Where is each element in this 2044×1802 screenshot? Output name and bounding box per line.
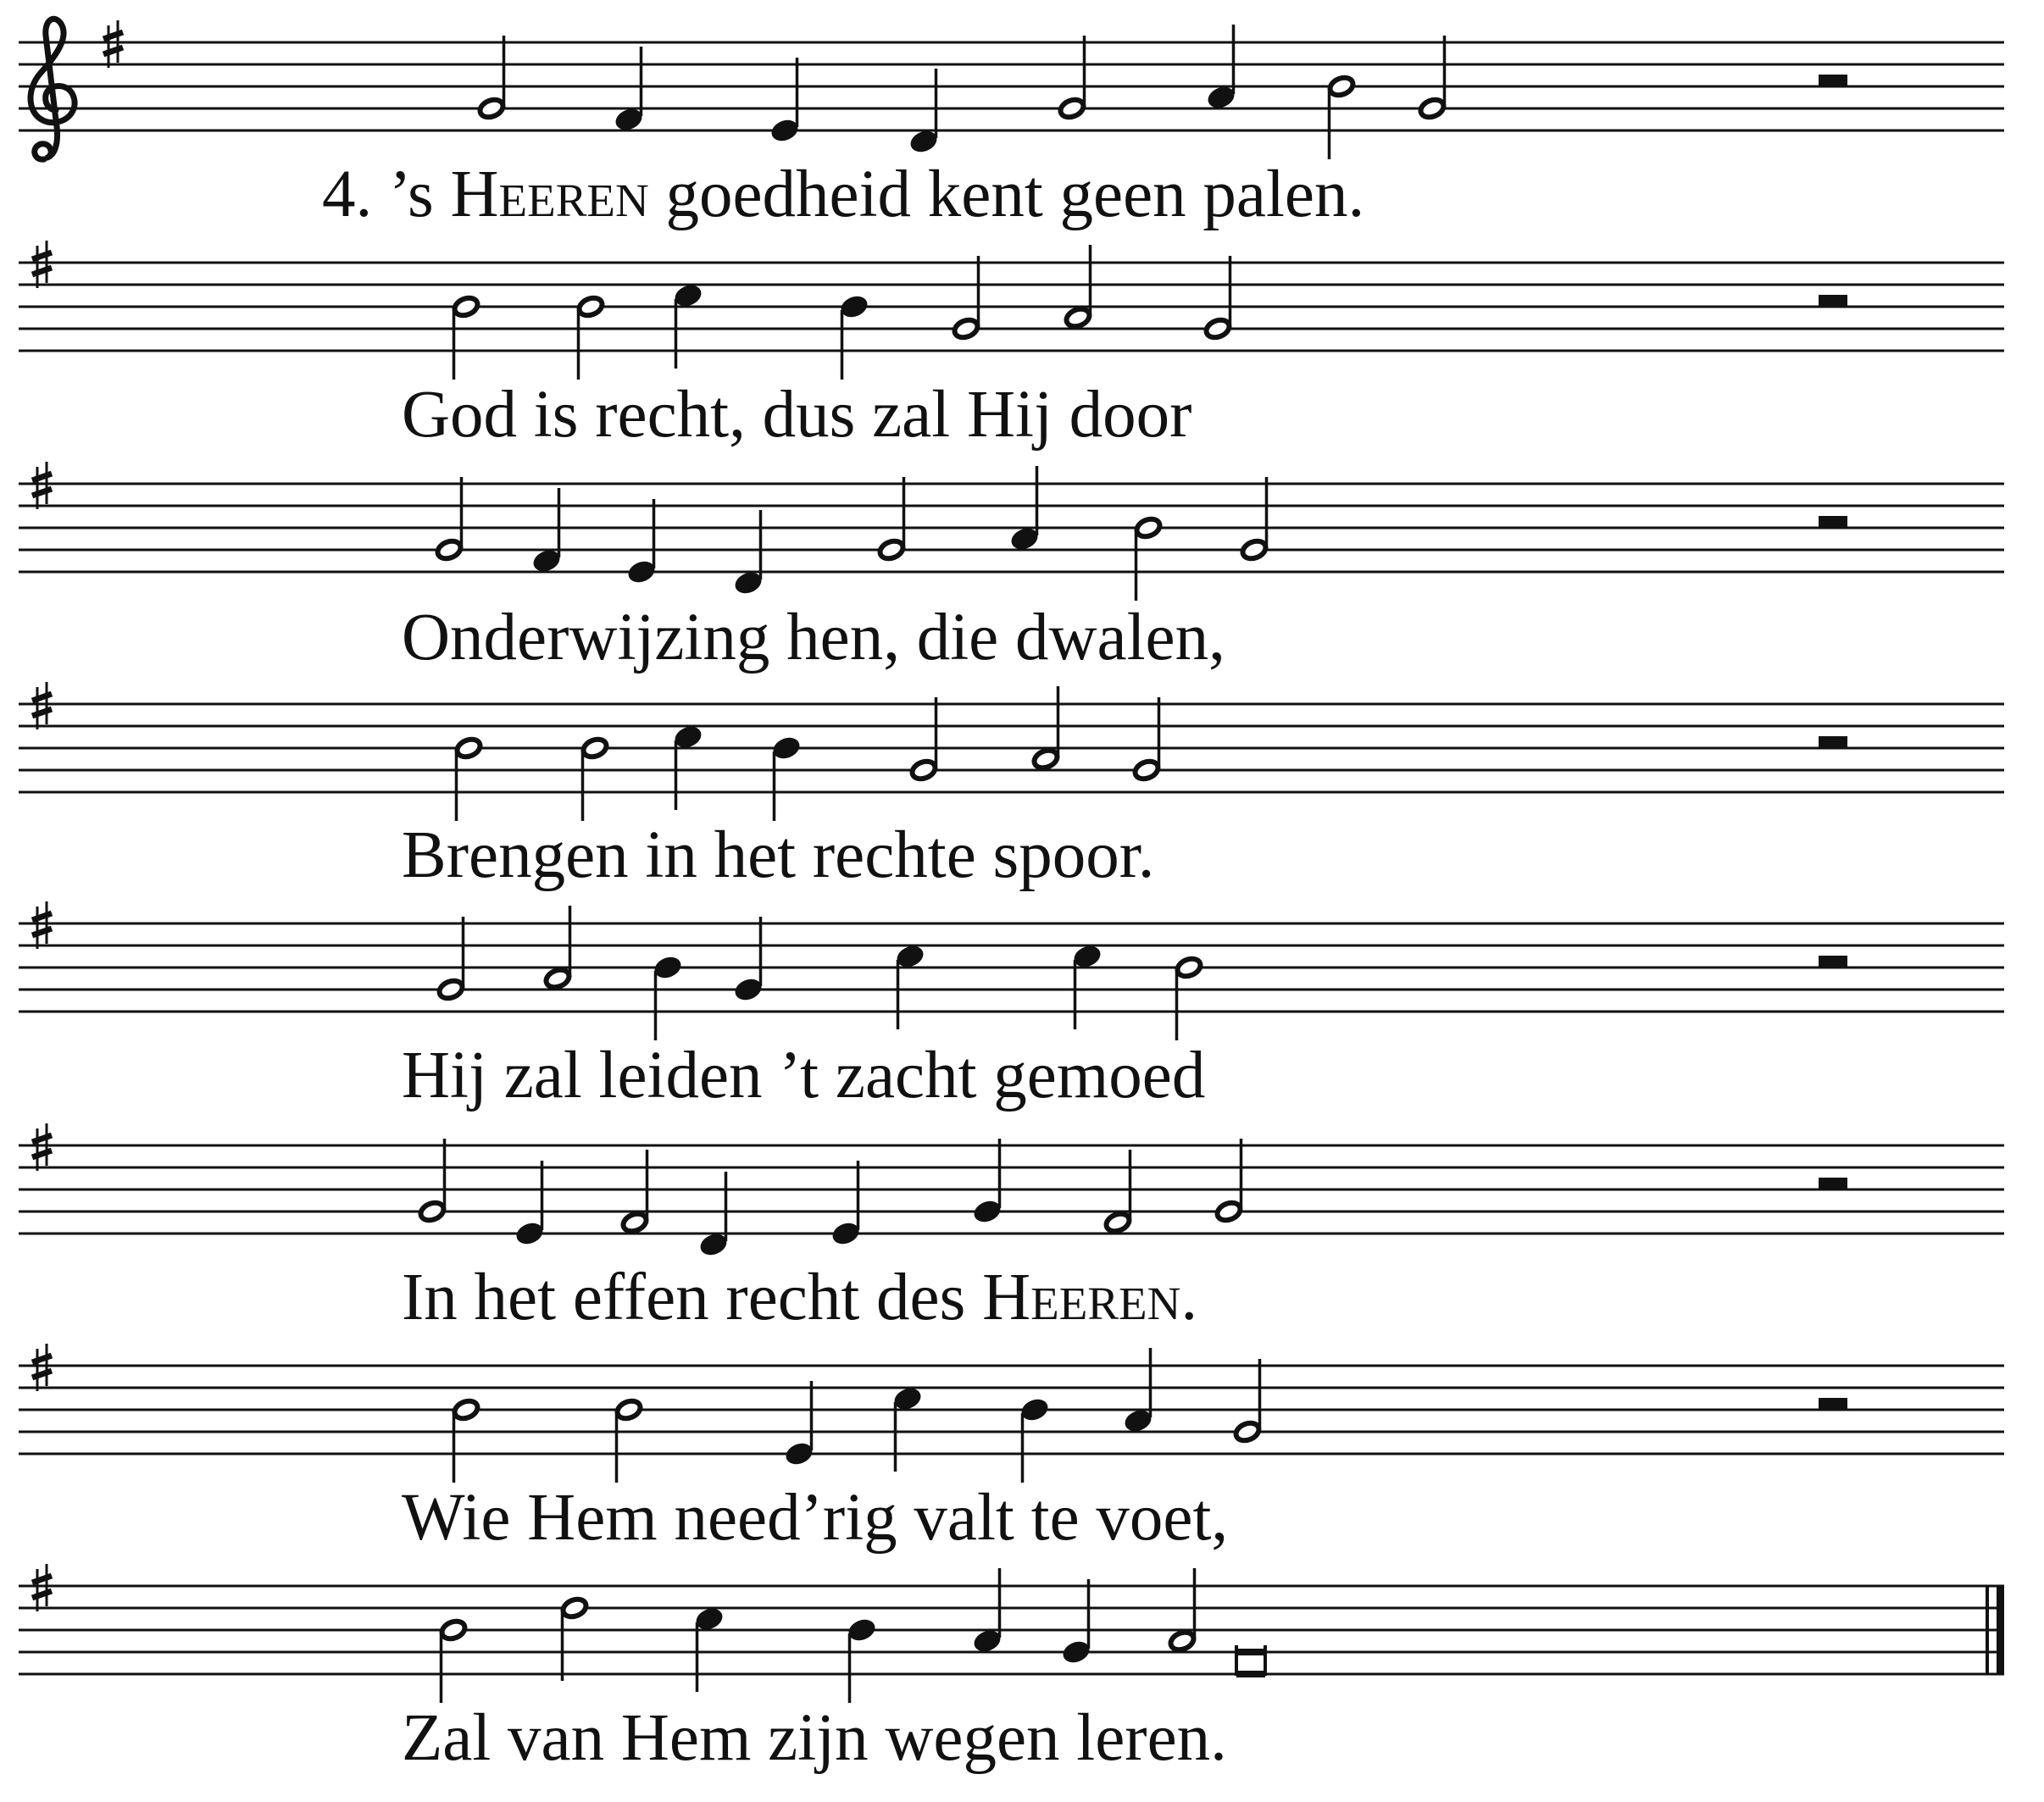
quarter-note xyxy=(783,1381,815,1468)
half-rest-icon xyxy=(1819,1178,1847,1189)
half-note xyxy=(1418,36,1446,120)
quarter-note xyxy=(1008,466,1041,553)
quarter-note xyxy=(652,953,684,1040)
quarter-note xyxy=(514,1161,546,1248)
half-note xyxy=(620,1150,648,1234)
sharp-sign-icon xyxy=(32,241,52,288)
half-note xyxy=(560,1596,588,1681)
staff-lines xyxy=(19,923,2004,1012)
lyric-line xyxy=(402,601,1225,674)
half-note xyxy=(439,1618,467,1703)
quarter-note xyxy=(1071,942,1103,1029)
quarter-note xyxy=(613,47,645,134)
half-note xyxy=(614,1398,642,1483)
half-rest-icon xyxy=(1819,295,1847,307)
lyric-segment: Hij zal leiden ’t zacht gemoed xyxy=(402,1039,1206,1112)
quarter-note xyxy=(530,488,563,575)
half-note xyxy=(1240,477,1268,562)
half-note xyxy=(1132,697,1160,782)
staff-lines xyxy=(19,1586,2004,1674)
lyric-segment: Wie Hem need’rig valt te voet, xyxy=(402,1481,1229,1555)
half-note xyxy=(1168,1568,1196,1653)
quarter-note xyxy=(1122,1348,1154,1435)
quarter-note xyxy=(830,1161,862,1248)
half-rest-icon xyxy=(1819,516,1847,528)
quarter-note xyxy=(1060,1579,1092,1666)
quarter-note xyxy=(838,292,870,380)
half-rest-icon xyxy=(1819,1398,1847,1410)
sharp-sign-icon xyxy=(103,20,123,68)
lyric-small-caps: Heeren xyxy=(450,158,649,231)
quarter-note xyxy=(697,1172,730,1259)
staff-lines xyxy=(19,263,2004,351)
quarter-note xyxy=(672,281,704,369)
lyric-segment: Zal van Hem zijn wegen leren. xyxy=(402,1701,1227,1775)
half-note xyxy=(952,256,980,341)
half-note xyxy=(452,295,480,380)
half-note xyxy=(435,477,463,562)
lyric-segment: In het effen recht des xyxy=(402,1261,983,1334)
lyric-segment: 4. xyxy=(322,158,389,231)
lyric-segment: Brengen in het rechte spoor. xyxy=(402,818,1155,892)
half-note xyxy=(1175,956,1203,1040)
half-note xyxy=(1327,75,1355,159)
staff-lines xyxy=(19,484,2004,572)
half-note xyxy=(1031,686,1059,771)
staff-system xyxy=(19,1344,2004,1483)
staff-system xyxy=(19,1123,2004,1259)
lyric-small-caps: Heeren xyxy=(982,1261,1181,1334)
quarter-note xyxy=(693,1605,725,1692)
half-note xyxy=(477,36,505,120)
half-note xyxy=(543,906,571,990)
lyric-segment: goedheid kent geen palen. xyxy=(648,158,1365,231)
lyric-line xyxy=(402,1039,1206,1112)
half-note xyxy=(1203,256,1231,341)
half-note xyxy=(877,477,905,562)
staff-system xyxy=(19,19,2004,159)
staff-system xyxy=(19,241,2004,380)
sharp-sign-icon xyxy=(32,901,52,949)
lyric-line xyxy=(402,1481,1229,1555)
lyric-segment: . xyxy=(1180,1261,1198,1334)
quarter-note xyxy=(732,917,764,1004)
quarter-note xyxy=(732,510,764,597)
lyric-line xyxy=(402,818,1155,892)
quarter-note xyxy=(625,499,658,586)
quarter-note xyxy=(846,1616,878,1703)
quarter-note xyxy=(1205,25,1237,112)
half-note xyxy=(418,1139,446,1223)
quarter-note xyxy=(971,1568,1003,1655)
quarter-note xyxy=(894,942,926,1029)
quarter-note xyxy=(971,1139,1003,1226)
half-note xyxy=(1103,1150,1131,1234)
half-note xyxy=(909,697,937,782)
half-note xyxy=(576,295,604,380)
quarter-note xyxy=(891,1384,924,1472)
half-note xyxy=(454,736,482,821)
sharp-sign-icon xyxy=(32,1344,52,1391)
half-note xyxy=(1134,516,1162,601)
lyric-line xyxy=(322,158,1365,231)
lyric-segment: God is recht, dus zal Hij door xyxy=(402,378,1192,452)
sharp-sign-icon xyxy=(32,1123,52,1171)
sharp-sign-icon xyxy=(32,462,52,509)
staff-system xyxy=(19,682,2004,821)
staff-system xyxy=(19,901,2004,1040)
staff-lines xyxy=(19,704,2004,792)
sharp-sign-icon xyxy=(32,1564,52,1611)
quarter-note xyxy=(769,58,801,145)
treble-clef-icon xyxy=(31,19,75,159)
lyric-line xyxy=(402,1701,1227,1775)
quarter-note xyxy=(672,723,704,810)
staff-lines xyxy=(19,1145,2004,1234)
quarter-note xyxy=(908,69,940,156)
half-note xyxy=(1233,1359,1261,1444)
half-note xyxy=(1064,245,1091,330)
lyric-segment: Onderwijzing hen, die dwalen, xyxy=(402,601,1225,674)
half-note xyxy=(580,736,608,821)
staff-system xyxy=(19,1564,2004,1703)
quarter-note xyxy=(770,734,803,821)
staff-lines xyxy=(19,42,2004,130)
staff-lines xyxy=(19,1366,2004,1454)
lyric-line xyxy=(402,378,1192,452)
half-note xyxy=(436,917,464,1001)
final-breve-note xyxy=(1236,1645,1265,1677)
staff-system xyxy=(19,462,2004,601)
quarter-note xyxy=(1019,1395,1051,1483)
half-rest-icon xyxy=(1819,956,1847,968)
half-rest-icon xyxy=(1819,736,1847,748)
half-note xyxy=(452,1398,480,1483)
sharp-sign-icon xyxy=(32,682,52,729)
lyric-line xyxy=(402,1261,1198,1334)
half-note xyxy=(1214,1139,1242,1223)
lyric-segment: ’s xyxy=(389,158,451,231)
half-rest-icon xyxy=(1819,75,1847,86)
half-note xyxy=(1058,36,1086,120)
